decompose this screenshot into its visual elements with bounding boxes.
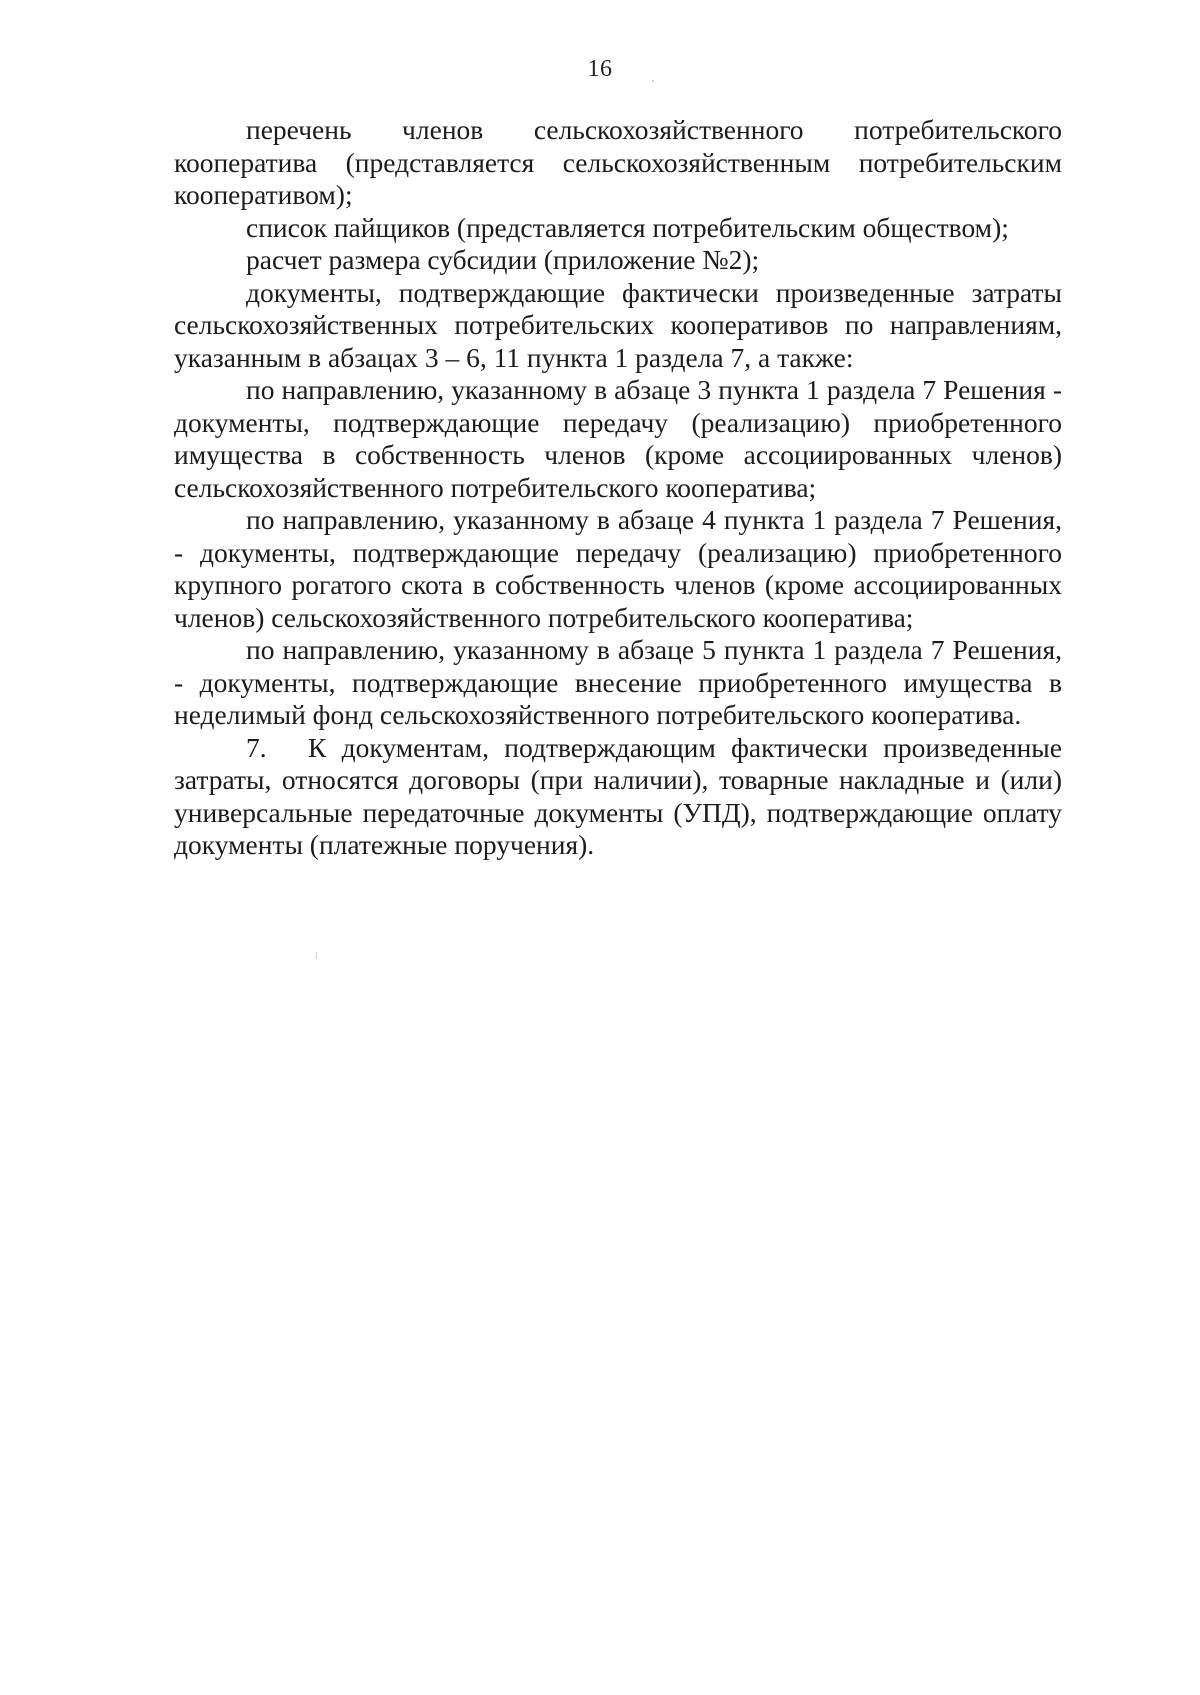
- document-body: [174, 114, 1062, 862]
- paragraph-item-7: [174, 732, 1062, 862]
- paragraph-direction-3: по направлению, указанному в абзаце 3 пункта 1 раздела 7 Решения - документы, подтверждающие передачу (реализацию) приобретенного имущества в собственность членов (кроме ассоциированных членов) сельскохозяйственного потребительского кооператива;: [174, 374, 1062, 503]
- item-number: 7.: [246, 731, 267, 763]
- paragraph-shareholders-list: список пайщиков (представляется потребительским обществом);: [246, 211, 1009, 243]
- paragraph-direction-4: по направлению, указанному в абзаце 4 пункта 1 раздела 7 Решения, - документы, подтверждающие передачу (реализацию) приобретенного крупного рогатого скота в собственность членов (кроме ассоциированных членов) сельскохозяйственного потребительского кооператива;: [174, 504, 1062, 633]
- paragraph-cost-documents: документы, подтверждающие фактически произведенные затраты сельскохозяйственных потребительских кооперативов по направлениям, указанным в абзацах 3 – 6, 11 пункта 1 раздела 7, а также:: [174, 276, 1062, 373]
- paragraph-members-list: перечень членов сельскохозяйственного потребительского кооператива (представляется сельскохозяйственным потребительским кооперативом);: [174, 114, 1062, 210]
- paragraph-direction-5: по направлению, указанному в абзаце 5 пункта 1 раздела 7 Решения, - документы, подтверждающие внесение приобретенного имущества в неделимый фонд сельскохозяйственного потребительского кооператива.: [174, 634, 1062, 730]
- page-number: 16: [587, 56, 613, 82]
- item-text: К документам, подтверждающим фактически произведенные затраты, относятся договоры (при наличии), товарные накладные и (или) универсальные передаточные документы (УПД), подтверждающие оплату документы (платежные поручения).: [174, 731, 1062, 860]
- paragraph-subsidy-calculation: расчет размера субсидии (приложение №2);: [246, 244, 760, 275]
- scan-speck: [652, 80, 654, 82]
- scan-speck: [316, 952, 317, 959]
